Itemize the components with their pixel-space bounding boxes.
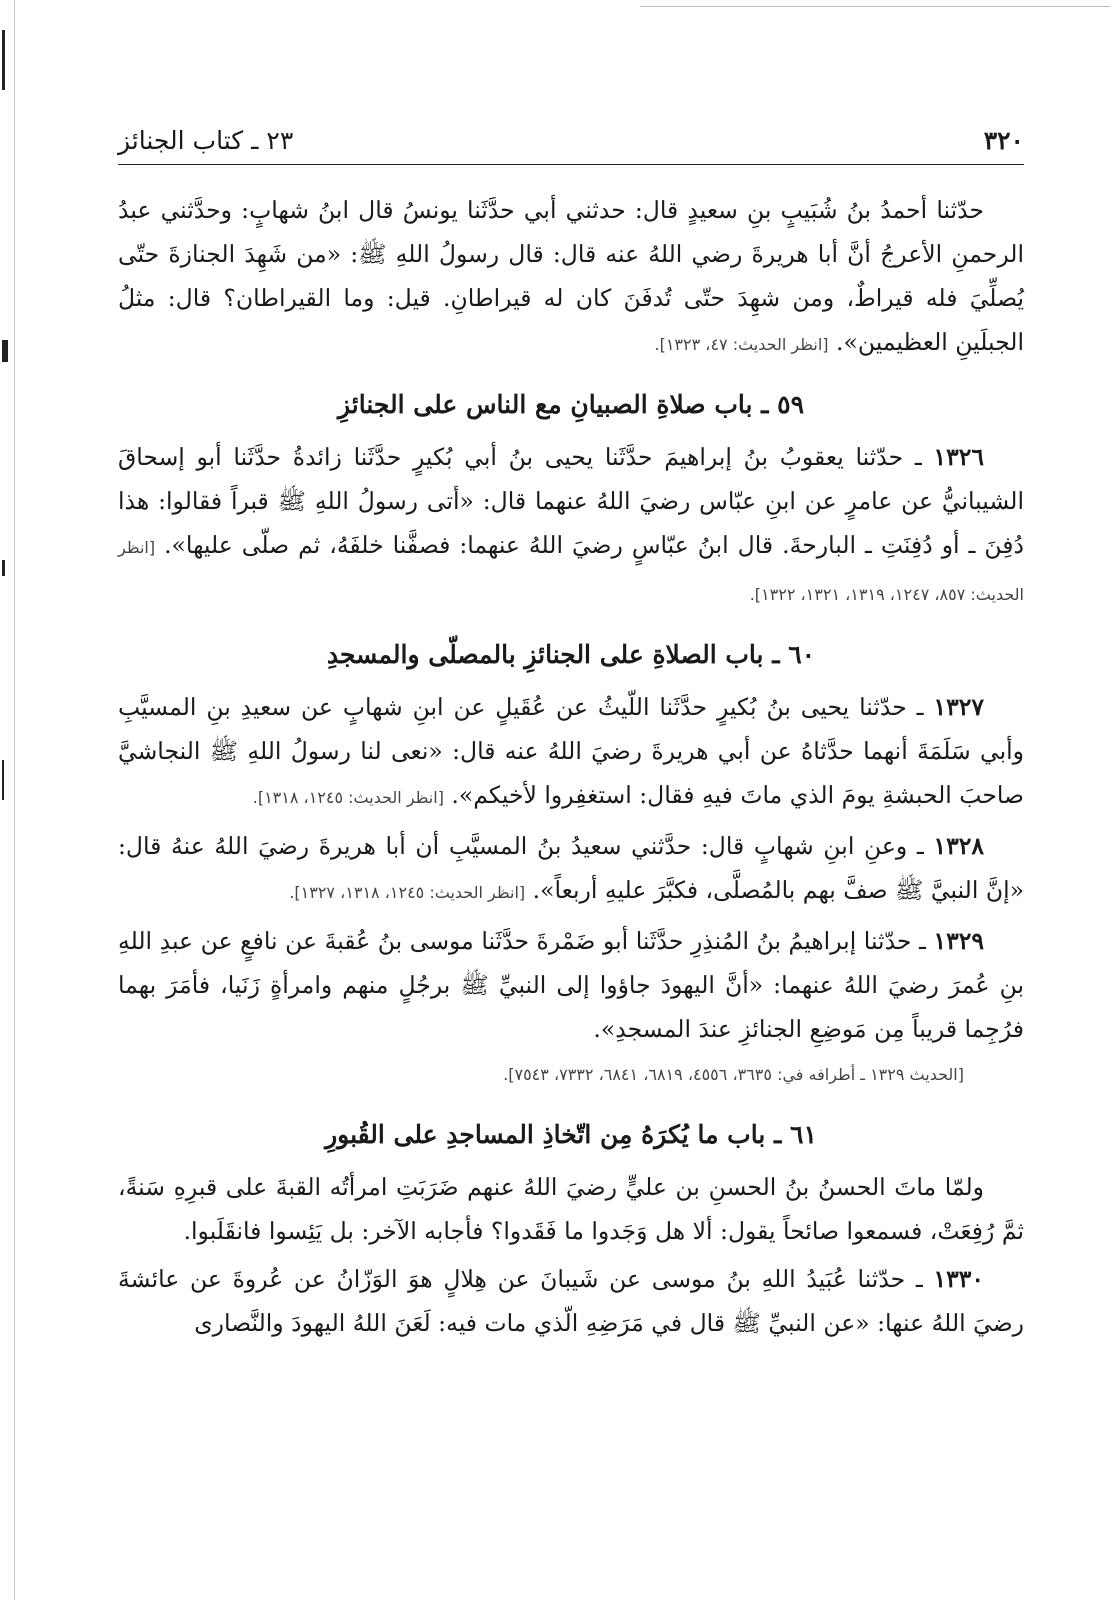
hadith-text: ـ حدّثنا يعقوبُ بنُ إبراهيمَ حدَّثَنا يحيى بنُ أبي بُكيرٍ حدَّثَنا زائدةُ حدَّثَنا أبو إسحاقَ الشيبانيُّ عن عامرٍ عن ابنِ عبّاس رضيَ اللهُ عنهما قال: «أتى رسولُ اللهِ ﷺ قبراً فقالوا: هذا دُفِنَ ـ أو دُفِنَتِ ـ البارحةَ. قال ابنُ عبّاسٍ رضيَ اللهُ عنهما: فصفَّنا خلفَهُ، ثم صلّى عليها». (118, 443, 1024, 559)
hadith-1327 (118, 685, 1024, 820)
chapter-heading-60: ٦٠ ـ باب الصلاةِ على الجنائزِ بالمصلّى والمسجدِ (326, 640, 816, 669)
hadith-1329 (118, 919, 1024, 1051)
hadith-citation: [انظر الحديث: ١٢٤٥، ١٣١٨]. (252, 788, 444, 807)
page-number: ٣٢٠ (983, 126, 1024, 155)
hadith-number: ١٣٢٦ (933, 443, 984, 471)
hadith-number: ١٣٣٠ (933, 1265, 984, 1293)
intro-text: ولمّا ماتَ الحسنُ بنُ الحسنِ بن عليٍّ رضيَ اللهُ عنهم ضَرَبَتِ امرأتُه القبةَ على قبرِهِ سَنةً، ثمَّ رُفِعَتْ، فسمعوا صائحاً يقول: ألا هل وَجَدوا ما فَقَدوا؟ فأجابه الآخر: بل يَئِسوا فانقَلَبوا. (118, 1173, 1024, 1245)
hadith-text: حدّثنا أحمدُ بنُ شُبَيبٍ بنِ سعيدٍ قال: حدثني أبي حدَّثَنا يونسُ قال ابنُ شهابٍ: وحدَّثني عبدُ الرحمنِ الأعرجُ أنَّ أبا هريرةَ رضي اللهُ عنه قال: قال رسولُ اللهِ ﷺ: «من شَهِدَ الجنازةَ حتّى يُصلِّيَ فله قيراطٌ، ومن شهِدَ حتّى تُدفَنَ كان له قيراطانِ. قيل: وما القيراطان؟ قال: مثلُ الجبلَينِ العظيمين». (118, 196, 1024, 356)
hadith-paragraph (118, 188, 1024, 367)
hadith-text: ـ وعنِ ابنِ شهابٍ قال: حدَّثني سعيدُ بنُ المسيَّبِ أن أبا هريرةَ رضيَ اللهُ عنهُ قال: «إنَّ النبيَّ ﷺ صفَّ بهم بالمُصلَّى، فكبَّرَ عليهِ أربعاً». (118, 832, 1024, 904)
binding-mark (2, 340, 8, 362)
hadith-1330 (118, 1257, 1024, 1345)
hadith-text: ـ حدّثنا عُبَيدُ اللهِ بنُ موسى عن شَيبانَ عن هِلالٍ هوَ الوَزّانُ عن عُروةَ عن عائشةَ رضيَ اللهُ عنها: «عن النبيِّ ﷺ قال في مَرَضِهِ الّذي مات فيه: لَعَنَ اللهُ اليهودَ والنَّصارى (118, 1265, 1024, 1337)
hadith-citation: [انظر الحديث: ٤٧، ١٣٢٣]. (654, 335, 829, 354)
hadith-number: ١٣٢٧ (933, 693, 984, 721)
chapter-heading-61: ٦١ ـ باب ما يُكرَهُ مِن اتّخاذِ المساجدِ على القُبورِ (325, 1120, 817, 1149)
hadith-citation: [انظر الحديث: ١٢٤٥، ١٣١٨، ١٣٢٧]. (289, 883, 526, 902)
binding-mark (2, 760, 4, 800)
running-header (118, 122, 1024, 165)
book-title: ٢٣ ـ كتاب الجنائز (118, 126, 294, 155)
binding-edge (0, 0, 15, 1600)
hadith-citation: [انظر الحديث: ٨٥٧، ١٢٤٧، ١٣١٩، ١٣٢١، ١٣٢٢]. (118, 538, 1024, 604)
hadith-text: ـ حدّثنا إبراهيمُ بنُ المُنذِرِ حدَّثَنا أبو ضَمْرةَ حدَّثَنا موسى بنُ عُقبةَ عن نافعٍ عن عبدِ اللهِ بنِ عُمرَ رضيَ اللهُ عنهما: «أنَّ اليهودَ جاؤوا إلى النبيِّ ﷺ برجُلٍ منهم وامرأةٍ زَنَيا، فأمَرَ بهما فرُجِما قريباً مِن مَوضِعِ الجنائزِ عندَ المسجدِ». (118, 927, 1024, 1043)
hadith-1326 (118, 435, 1024, 617)
hadith-1328 (118, 824, 1024, 915)
hadith-number: ١٣٢٩ (933, 927, 984, 955)
chapter-intro (118, 1165, 1024, 1253)
hadith-citation: [الحديث ١٣٢٩ ـ أطرافه في: ٣٦٣٥، ٤٥٥٦، ٦٨١٩، ٦٨٤١، ٧٣٣٢، ٧٥٤٣]. (503, 1065, 964, 1084)
scan-top-rule (640, 6, 1110, 7)
hadith-number: ١٣٢٨ (933, 832, 984, 860)
binding-mark (2, 560, 5, 576)
page-content (118, 188, 1024, 1349)
hadith-text: ـ حدّثنا يحيى بنُ بُكيرٍ حدَّثَنا اللّيثُ عن عُقَيلٍ عن ابنِ شهابٍ عن سعيدِ بنِ المسيَّبِ وأبي سَلَمَةَ أنهما حدَّثاهُ عن أبي هريرةَ رضيَ اللهُ عنه قال: «نعى لنا رسولُ اللهِ ﷺ النجاشيَّ صاحبَ الحبشةِ يومَ الذي ماتَ فيهِ فقال: استغفِروا لأخيكم». (118, 693, 1024, 809)
chapter-heading-59: ٥٩ ـ باب صلاةِ الصبيانِ مع الناس على الجنائزِ (337, 390, 805, 419)
binding-mark (2, 30, 5, 90)
